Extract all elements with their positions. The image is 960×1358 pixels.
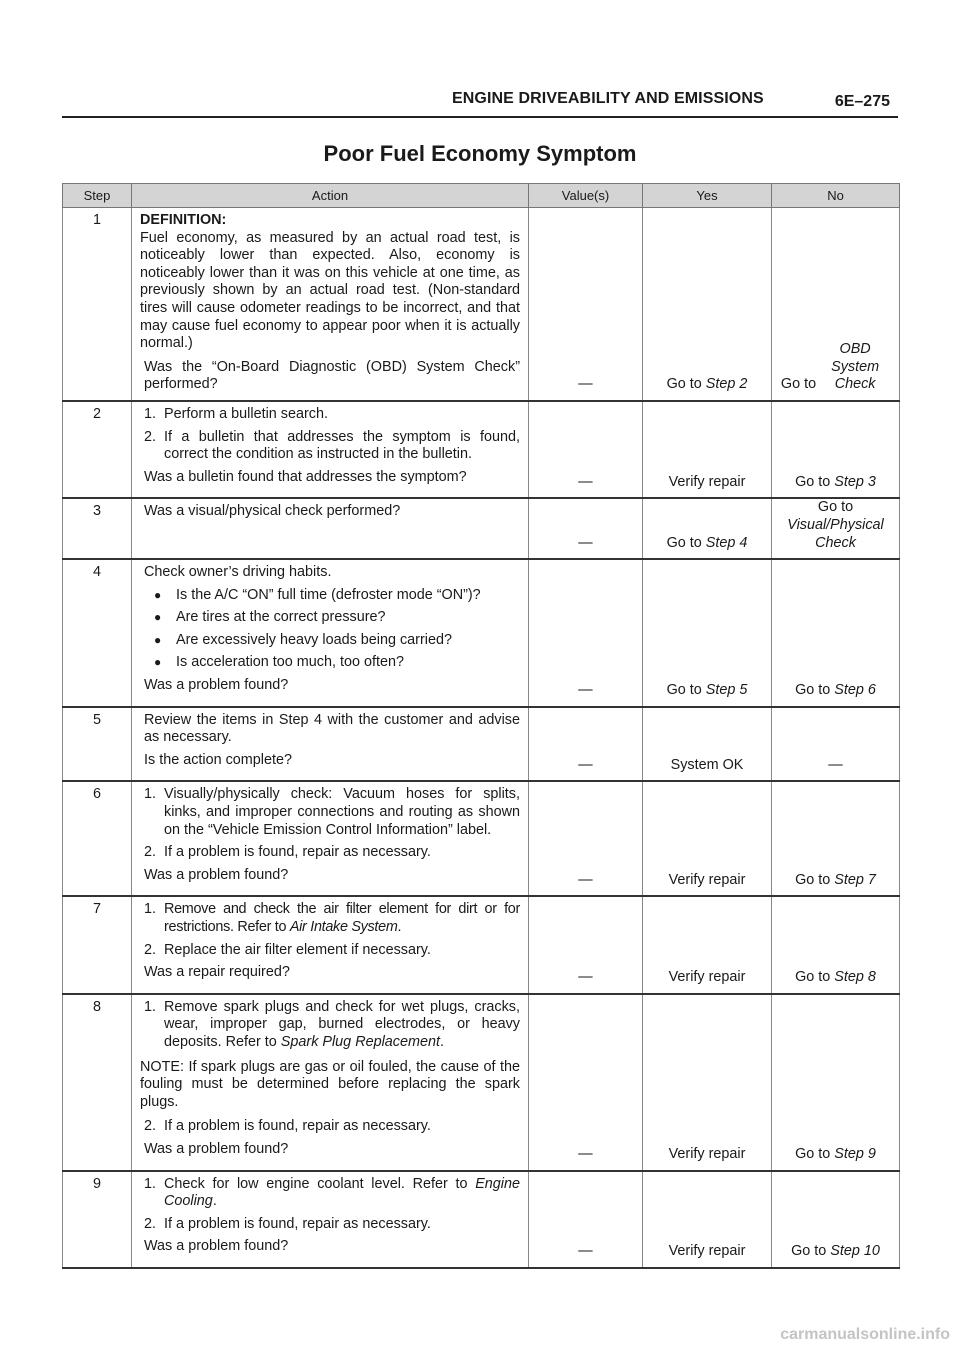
no-step-link[interactable]: Step 6 xyxy=(834,682,876,699)
step-number: 1 xyxy=(63,208,132,401)
question-text: Was a visual/physical check performed? xyxy=(144,503,401,520)
page-number: 6E–275 xyxy=(834,93,890,110)
value-cell: — xyxy=(529,208,643,401)
yes-cell xyxy=(643,559,772,707)
bullet-item: ● Are excessively heavy loads being carried? xyxy=(154,631,452,648)
numbered-item: 1. Remove and check the air filter element for dirt or for restrictions. Refer to Air Intake System. xyxy=(144,901,520,935)
table-header-row xyxy=(63,184,900,208)
no-step-link[interactable]: Step 10 xyxy=(830,1243,880,1260)
action-cell xyxy=(132,994,529,1171)
no-cell xyxy=(772,1171,900,1268)
yes-cell: Verify repair xyxy=(643,1171,772,1268)
no-step-link[interactable]: Step 9 xyxy=(834,1145,876,1162)
no-prefix: Go to xyxy=(795,1145,835,1162)
no-step-link[interactable]: OBD System Check xyxy=(831,341,880,393)
yes-cell: Verify repair xyxy=(643,896,772,993)
no-step-link[interactable]: Visual/Physical Check xyxy=(787,516,884,551)
action-cell xyxy=(132,896,529,993)
action-cell xyxy=(132,401,529,498)
action-cell xyxy=(132,559,529,707)
no-step-link[interactable]: Step 7 xyxy=(834,871,876,888)
intro-text: Check owner’s driving habits. xyxy=(144,564,332,581)
value-cell: — xyxy=(529,707,643,782)
column-header: No xyxy=(772,184,900,208)
question-text: Was a repair required? xyxy=(144,964,290,981)
table-row xyxy=(63,208,900,401)
value-cell: — xyxy=(529,1171,643,1268)
numbered-item: 2. If a problem is found, repair as necessary. xyxy=(144,1118,431,1135)
yes-cell: Verify repair xyxy=(643,994,772,1171)
value-cell: — xyxy=(529,896,643,993)
question-text: Was the “On-Board Diagnostic (OBD) System Check” performed? xyxy=(144,358,520,393)
no-prefix: Go to xyxy=(795,682,835,699)
no-prefix: Go to xyxy=(795,473,835,490)
table-row xyxy=(63,707,900,782)
reference-link[interactable]: Engine Cooling xyxy=(164,1175,520,1210)
step-number: 6 xyxy=(63,781,132,896)
no-prefix: Go to xyxy=(780,376,821,393)
yes-cell: Verify repair xyxy=(643,781,772,896)
yes-cell xyxy=(643,498,772,559)
table-row xyxy=(63,994,900,1171)
intro-text: Review the items in Step 4 with the customer and advise as necessary. xyxy=(144,711,520,746)
yes-cell: Verify repair xyxy=(643,401,772,498)
no-cell xyxy=(772,208,900,401)
yes-prefix: Go to xyxy=(666,534,706,551)
numbered-item: 1. Remove spark plugs and check for wet plugs, cracks, wear, improper gap, burned electrodes, or heavy deposits. Refer to Spark Plug Replacement. xyxy=(144,998,520,1050)
numbered-item: 1. Visually/physically check: Vacuum hoses for splits, kinks, and improper connections and routing as shown on the “Vehicle Emission Control Information” label. xyxy=(144,786,520,838)
no-step-link[interactable]: Step 8 xyxy=(834,969,876,986)
table-row xyxy=(63,896,900,993)
no-prefix: Go to xyxy=(795,969,835,986)
reference-link[interactable]: Air Intake System xyxy=(289,919,398,935)
numbered-item: 2. Replace the air filter element if necessary. xyxy=(144,941,431,958)
numbered-item: 2. If a bulletin that addresses the symptom is found, correct the condition as instructed in the bulletin. xyxy=(144,428,520,463)
numbered-item: 2. If a problem is found, repair as necessary. xyxy=(144,844,431,861)
definition-label: DEFINITION: xyxy=(140,212,227,228)
no-cell xyxy=(772,896,900,993)
column-header: Step xyxy=(63,184,132,208)
step-number: 9 xyxy=(63,1171,132,1268)
step-number: 4 xyxy=(63,559,132,707)
yes-cell: System OK xyxy=(643,707,772,782)
bullet-item: ● Is acceleration too much, too often? xyxy=(154,654,404,671)
section-title: ENGINE DRIVEABILITY AND EMISSIONS xyxy=(452,90,764,107)
no-cell xyxy=(772,994,900,1171)
value-cell: — xyxy=(529,781,643,896)
yes-step-link[interactable]: Step 4 xyxy=(705,534,748,551)
numbered-item: 1. Perform a bulletin search. xyxy=(144,405,328,422)
table-row xyxy=(63,498,900,559)
table-row xyxy=(63,559,900,707)
action-cell xyxy=(132,781,529,896)
question-text: Was a bulletin found that addresses the symptom? xyxy=(144,468,467,485)
value-cell: — xyxy=(529,559,643,707)
step-number: 2 xyxy=(63,401,132,498)
no-cell xyxy=(772,559,900,707)
table-row xyxy=(63,1171,900,1268)
yes-step-link[interactable]: Step 2 xyxy=(705,376,748,393)
question-text: Was a problem found? xyxy=(144,677,289,694)
column-header: Yes xyxy=(643,184,772,208)
value-cell: — xyxy=(529,498,643,559)
question-text: Was a problem found? xyxy=(144,866,289,883)
question-text: Is the action complete? xyxy=(144,751,292,768)
numbered-item: 1. Check for low engine coolant level. Refer to Engine Cooling. xyxy=(144,1175,520,1210)
value-cell: — xyxy=(529,994,643,1171)
action-cell xyxy=(132,707,529,782)
step-number: 8 xyxy=(63,994,132,1171)
no-prefix: Go to xyxy=(795,871,835,888)
action-cell xyxy=(132,208,529,401)
step-number: 7 xyxy=(63,896,132,993)
value-cell: — xyxy=(529,401,643,498)
yes-prefix: Go to xyxy=(666,376,706,393)
question-text: Was a problem found? xyxy=(144,1238,289,1255)
reference-link[interactable]: Spark Plug Replacement xyxy=(280,1033,440,1050)
no-prefix: Go to xyxy=(791,1243,831,1260)
action-cell xyxy=(132,1171,529,1268)
no-cell xyxy=(772,401,900,498)
table-row xyxy=(63,401,900,498)
yes-cell xyxy=(643,208,772,401)
definition-text: Fuel economy, as measured by an actual road test, is noticeably lower than expected. Also, economy is noticeably lower than it was on this vehicle at one time, as previously shown by an actual road test. (Non-standard tires will cause odometer readings to be incorrect, and that may cause fuel economy to appear poor when it is actually normal.) xyxy=(140,229,520,352)
bullet-item: ● Are tires at the correct pressure? xyxy=(154,609,386,626)
bullet-item: ● Is the A/C “ON” full time (defroster mode “ON”)? xyxy=(154,586,481,603)
yes-prefix: Go to xyxy=(666,682,706,699)
step-number: 3 xyxy=(63,498,132,559)
action-cell xyxy=(132,498,529,559)
page-title: Poor Fuel Economy Symptom xyxy=(323,141,637,166)
table-row xyxy=(63,781,900,896)
diagnostic-table xyxy=(62,183,900,1269)
no-prefix: Go to xyxy=(817,499,854,516)
no-cell xyxy=(772,498,900,559)
question-text: Was a problem found? xyxy=(144,1140,289,1157)
no-step-link[interactable]: Step 3 xyxy=(834,473,876,490)
note-text: NOTE: If spark plugs are gas or oil fouled, the cause of the fouling must be determined before replacing the spark plugs. xyxy=(140,1058,520,1110)
column-header: Value(s) xyxy=(529,184,643,208)
no-cell: — xyxy=(772,707,900,782)
step-number: 5 xyxy=(63,707,132,782)
site-watermark: carmanualsonline.info xyxy=(780,1326,950,1343)
numbered-item: 2. If a problem is found, repair as necessary. xyxy=(144,1215,431,1232)
yes-step-link[interactable]: Step 5 xyxy=(705,682,748,699)
column-header: Action xyxy=(132,184,529,208)
no-cell xyxy=(772,781,900,896)
